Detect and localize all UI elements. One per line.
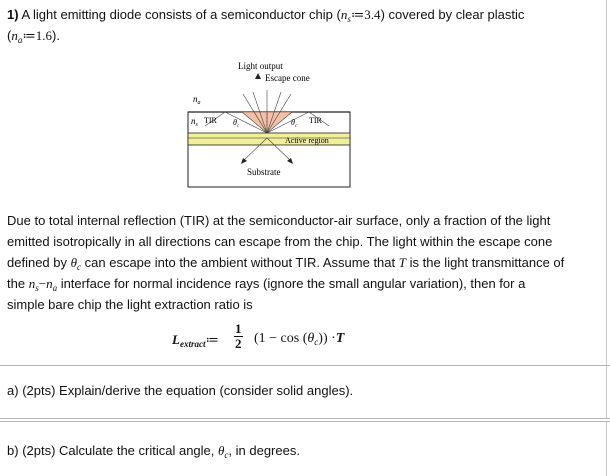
eq-lhs: L <box>172 332 180 347</box>
part-b-theta: θ <box>218 443 225 458</box>
part-b-label: b) <box>7 443 19 458</box>
eq-theta-sub: c <box>314 337 319 347</box>
question-line-2 <box>7 25 603 51</box>
substrate-label: Substrate <box>247 167 281 177</box>
paragraph-line-3: defined by $\theta_c$ can escape into the ambient without TIR. Assume that T is the light transmittance of <box>7 255 565 272</box>
part-b-cell <box>0 422 610 476</box>
na-close: ). <box>52 28 60 43</box>
escape-cone-label: Escape cone <box>265 73 310 83</box>
cell-border <box>606 0 607 386</box>
na-sub: a <box>17 35 23 45</box>
part-a-text: a) (2pts) Explain/derive the equation (consider solid angles). <box>7 383 354 398</box>
light-output-arrow-icon <box>255 73 261 79</box>
light-output-label: Light output <box>238 61 283 71</box>
eq-dot: · <box>331 331 336 346</box>
eq-theta: θ <box>307 331 315 346</box>
tir-right-label: TIR <box>309 116 322 125</box>
part-a-cell <box>0 366 610 418</box>
eq-body-open: (1 − cos ( <box>254 331 308 346</box>
tir-left-label: TIR <box>204 116 217 125</box>
question-number: 1) <box>7 7 19 22</box>
t-symbol: T <box>398 255 406 270</box>
eq-body-close: )) <box>318 331 328 346</box>
ns-var: n <box>340 7 348 22</box>
na-open: ( <box>7 28 12 43</box>
question-text: A light emitting diode consists of a semiconductor chip ( <box>21 7 341 22</box>
theta-right-label: $\theta_c$ <box>291 118 298 129</box>
theta-symbol: θ <box>70 255 78 270</box>
ns-sub: s <box>347 14 351 24</box>
na-var: n <box>11 28 18 43</box>
paragraph-line-5: simple bare chip the light extraction ratio is <box>7 297 253 312</box>
paragraph-line-4: the $n_s-n_a$ interface for normal incidence rays (ignore the small angular variation), then for a <box>7 276 526 293</box>
part-a-label: a) <box>7 383 19 398</box>
na-value: ≔1.6 <box>22 28 53 43</box>
eq-t: T <box>335 331 345 346</box>
down-arrow-left-icon <box>241 158 247 164</box>
led-diagram <box>185 58 355 188</box>
close-paren: ) <box>380 7 385 22</box>
active-region-label: Active region <box>285 136 329 145</box>
eq-lhs-sub: extract <box>179 339 206 349</box>
eq-fraction <box>234 322 243 351</box>
extraction-equation <box>172 318 432 362</box>
theta-left-label: $\theta_c$ <box>233 118 240 129</box>
eq-denominator: 2 <box>235 336 242 351</box>
ns-value: ≔3.4 <box>350 7 381 22</box>
paragraph-line-2: emitted isotropically in all directions can escape from the chip. The light within the escape cone <box>7 234 553 249</box>
eq-assign: ≔ <box>205 332 219 347</box>
question-text-b: covered by clear plastic <box>388 7 525 22</box>
na-diagram-label: $n_a$ <box>193 94 201 106</box>
eq-numerator: 1 <box>235 321 242 336</box>
down-arrow-right-icon <box>287 158 293 164</box>
paragraph-line-1: Due to total internal reflection (TIR) at the semiconductor-air surface, only a fraction of the light <box>7 213 551 228</box>
ns-diagram-label: $n_s$ <box>191 116 198 128</box>
part-b-text: b) (2pts) Calculate the critical angle, $\theta_c$, in degrees. <box>7 443 300 460</box>
